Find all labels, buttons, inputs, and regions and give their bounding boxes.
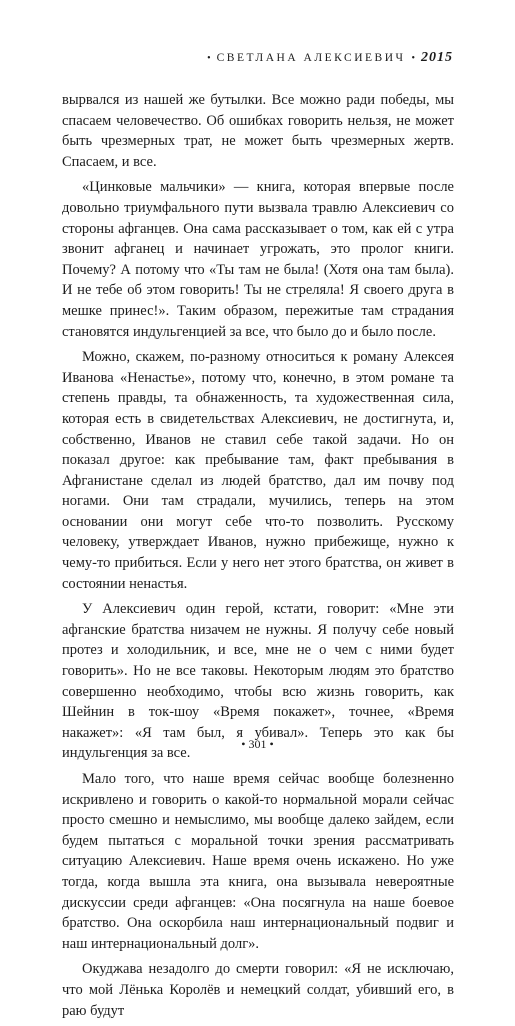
page-number: 301 <box>248 737 267 751</box>
header-bullet-left: • <box>207 53 211 64</box>
paragraph-2: «Цинковые мальчики» — книга, которая впервые после довольно триумфального пути вызвала травлю Алексиевич со стороны афганцев. Она сама рассказывает о том, как ей с утра звонит афганец и начинает угрожать, это пролог книги. Почему? А потому что «Ты там не была! (Хотя она там была). И не тебе об этом говорить! Ты не стреляла! Я своего друга в мешке принес!». Таким образом, пережитые там страдания становятся индульгенцией за все, что было до и было после. <box>62 179 454 340</box>
paragraph-1: вырвался из нашей же бутылки. Все можно ради победы, мы спасаем человечество. Об ошибках говорить нельзя, не может быть чрезмерных трат, не может быть чрезмерных жертв. Спасаем, и все. <box>62 92 454 170</box>
header-author: СВЕТЛАНА АЛЕКСИЕВИЧ <box>216 52 406 64</box>
paragraph-6: Окуджава незадолго до смерти говорил: «Я не исключаю, что мой Лёнька Королёв и немецкий солдат, убивший его, в раю будут <box>62 961 454 1019</box>
header-year: 2015 <box>421 50 453 65</box>
footer-bullet-right: • <box>269 737 274 751</box>
paragraph-3: Можно, скажем, по-разному относиться к роману Алексея Иванова «Ненастье», потому что, конечно, в этом романе та степень правды, та обнаженность, та художественная сила, которая есть в свидетельствах Алексиевич, не достигнута, и, собственно, Иванов не ставил себе такой задачи. Но он показал другое: как пребывание там, факт пребывания в Афганистане сделал из людей братство, дал им почву под ногами. Они там страдали, мучились, теперь на этом основании они могут себе что-то позволить. Русскому человеку, утверждает Иванов, нужно прибежище, нужно к чему-то прибиться. Если у него нет этого братства, он живет в состоянии ненастья. <box>62 349 454 592</box>
footer-bullet-left: • <box>241 737 246 751</box>
page-footer <box>0 737 515 752</box>
header-bullet-right: • <box>411 53 415 64</box>
paragraph-5: Мало того, что наше время сейчас вообще болезненно искривлено и говорить о какой-то нормальной морали сейчас просто смешно и немыслимо, мы вообще далеко зайдем, если будем пытаться с моральной точки зрения рассматривать ситуацию Алексиевич. Наше время очень искажено. Но уже тогда, когда вышла эта книга, она вызывала невероятные дискуссии среди афганцев: «Она посягнула на наше боевое братство. Она оскорбила наш интернациональный подвиг и наш интернациональный долг». <box>62 771 454 952</box>
main-text <box>62 90 454 1026</box>
running-header <box>207 50 453 66</box>
paragraph-4: У Алексиевич один герой, кстати, говорит: «Мне эти афганские братства низачем не нужны. Я получу себе новый протез и холодильник, и все, мне не о чем с ними будет говорить». Но не все таковы. Некоторым людям это братство совершенно необходимо, чтобы всю жизнь говорить, как Шейнин в ток-шоу «Время покажет», точнее, «Время накажет»: «Я там был, я убивал». Теперь это как бы индульгенция за все. <box>62 601 454 762</box>
